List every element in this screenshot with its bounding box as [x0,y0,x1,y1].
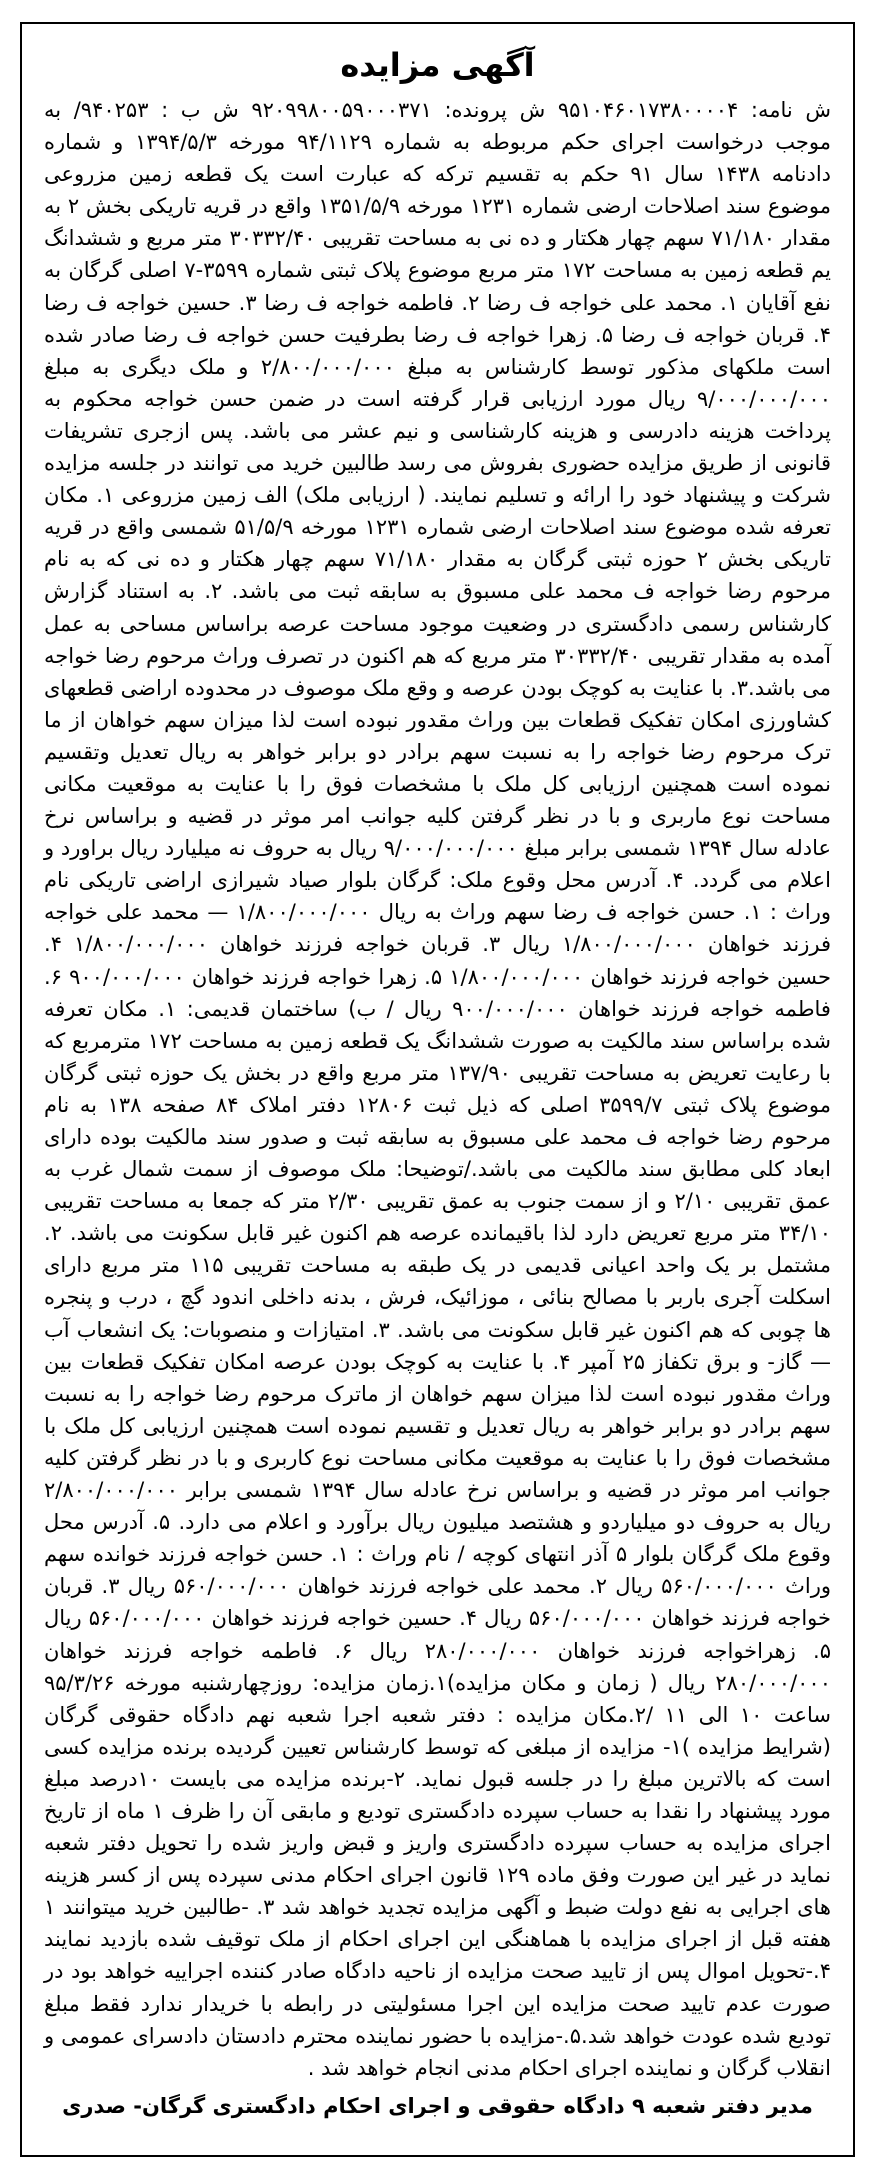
notice-title: آگهی مزایده [340,46,535,84]
notice-frame [20,22,855,2157]
notice-body: ش نامه: ۹۵۱۰۴۶۰۱۷۳۸۰۰۰۰۴ ش پرونده: ۹۲۰۹۹۸۰۰۵۹۰۰۰۳۷۱ ش ب : ۹۴۰۲۵۳/ به موجب درخواست اجرای حکم مربوطه به شماره ۹۴/۱۱۲۹ مورخه ۱۳۹۴/۵/۳ و شماره دادنامه ۱۴۳۸ سال ۹۱ حکم به تقسیم ترکه که عبارت است یک قطعه زمین مزروعی موضوع سند اصلاحات ارضی شماره ۱۲۳۱ مورخه ۱۳۵۱/۵/۹ واقع در قریه تاریکی بخش ۲ به مقدار ۷۱/۱۸۰ سهم چهار هکتار و ده نی به مساحت تقریبی ۳۰۳۳۲/۴۰ متر مربع و ششدانگ یم قطعه زمین به مساحت ۱۷۲ متر مربع موضوع پلاک ثبتی شماره ۳۵۹۹-۷ اصلی گرگان به نفع آقایان ۱. محمد علی خواجه ف رضا ۲. فاطمه خواجه ف رضا ۳. حسین خواجه ف رضا ۴. قربان خواجه ف رضا ۵. زهرا خواجه ف رضا بطرفیت حسن خواجه ف رضا صادر شده است ملکهای مذکور توسط کارشناس به مبلغ ۲/۸۰۰/۰۰۰/۰۰۰ و ملک دیگری به مبلغ ۹/۰۰۰/۰۰۰/۰۰۰ ریال مورد ارزیابی قرار گرفته است در ضمن حسن خواجه محکوم به پرداخت هزینه دادرسی و هزینه کارشناسی و نیم عشر می باشد. پس ازجری تشریفات قانونی از طریق مزایده حضوری بفروش می رسد طالبین خرید می توانند در جلسه مزایده شرکت و پیشنهاد خود را ارائه و تسلیم نمایند. ( ارزیابی ملک) الف زمین مزروعی ۱. مکان تعرفه شده موضوع سند اصلاحات ارضی شماره ۱۲۳۱ مورخه ۵۱/۵/۹ شمسی واقع در قریه تاریکی بخش ۲ حوزه ثبتی گرگان به مقدار ۷۱/۱۸۰ سهم چهار هکتار و ده نی که به نام مرحوم رضا خواجه ف محمد علی مسبوق به سابقه ثبت می باشد. ۲. به استناد گزارش کارشناس رسمی دادگستری در وضعیت موجود مساحت عرصه براساس مساحی به عمل آمده به مقدار تقریبی ۳۰۳۳۲/۴۰ متر مربع که هم اکنون در تصرف وراث مرحوم رضا خواجه می باشد.۳. با عنایت به کوچک بودن عرصه و وقع ملک موصوف در محدوده اراضی قطعهای کشاورزی امکان تفکیک قطعات بین وراث مقدور نبوده است لذا میزان سهم خواهان از ما ترک مرحوم رضا خواجه را به نسبت سهم برادر دو برابر خواهر به ریال تعدیل وتقسیم نموده است همچنین ارزیابی کل ملک با مشخصات فوق را با عنایت به موقعیت مکانی مساحت نوع ماربری و با در نظر گرفتن کلیه جوانب امر موثر در قضیه و براساس نرخ عادله سال ۱۳۹۴ شمسی برابر مبلغ ۹/۰۰۰/۰۰۰/۰۰۰ ریال به حروف نه میلیارد ریال براورد و اعلام می گردد. ۴. آدرس محل وقوع ملک: گرگان بلوار صیاد شیرازی اراضی تاریکی نام وراث : ۱. حسن خواجه ف رضا سهم وراث به ریال ۱/۸۰۰/۰۰۰/۰۰۰ — محمد علی خواجه فرزند خواهان ۱/۸۰۰/۰۰۰/۰۰۰ ریال ۳. قربان خواجه فرزند خواهان ۱/۸۰۰/۰۰۰/۰۰۰ ۴. حسین خواجه فرزند خواهان ۱/۸۰۰/۰۰۰/۰۰۰ ۵. زهرا خواجه فرزند خواهان ۹۰۰/۰۰۰/۰۰۰ ۶. فاطمه خواجه فرزند خواهان ۹۰۰/۰۰۰/۰۰۰ ریال / ب) ساختمان قدیمی: ۱. مکان تعرفه شده براساس سند مالکیت به صورت ششدانگ یک قطعه زمین به مساحت ۱۷۲ مترمربع که با رعایت تعریض به مساحت تقریبی ۱۳۷/۹۰ متر مربع واقع در بخش یک حوزه ثبتی گرگان موضوع پلاک ثبتی ۳۵۹۹/۷ اصلی که ذیل ثبت ۱۲۸۰۶ دفتر املاک ۸۴ صفحه ۱۳۸ به نام مرحوم رضا خواجه ف محمد علی مسبوق به سابقه ثبت و صدور سند مالکیت بوده دارای ابعاد کلی مطابق سند مالکیت می باشد./توضیحا: ملک موصوف از سمت شمال غرب به عمق تقریبی ۲/۱۰ و از سمت جنوب به عمق تقریبی ۲/۳۰ متر که جمعا به مساحت تقریبی ۳۴/۱۰ متر مربع تعریض دارد لذا باقیمانده عرصه هم اکنون غیر قابل سکونت می باشد. ۲. مشتمل بر یک واحد اعیانی قدیمی در یک طبقه به مساحت تقریبی ۱۱۵ متر مربع دارای اسکلت آجری باربر با مصالح بنائی ، موزائیک، فرش ، بدنه داخلی اندود گچ ، درب و پنجره ها چوبی که هم اکنون غیر قابل سکونت می باشد. ۳. امتیازات و منصوبات: یک انشعاب آب — گاز- و برق تکفاز ۲۵ آمپر ۴. با عنایت به کوچک بودن عرصه امکان تفکیک قطعات بین وراث مقدور نبوده است لذا میزان سهم خواهان از ماترک مرحوم رضا خواجه را به نسبت سهم برادر دو برابر خواهر به ریال تعدیل و تقسیم نموده است همچنین ارزیابی کل ملک با مشخصات فوق را با عنایت به موقعیت مکانی مساحت نوع کاربری و با در نظر گرفتن کلیه جوانب امر موثر در قضیه و براساس نرخ عادله سال ۱۳۹۴ شمسی برابر ۲/۸۰۰/۰۰۰/۰۰۰ ریال به حروف دو میلیاردو و هشتصد میلیون ریال برآورد و اعلام می دارد. ۵. آدرس محل وقوع ملک گرگان بلوار ۵ آذر انتهای کوچه / نام وراث : ۱. حسن خواجه فرزند خوانده سهم وراث ۵۶۰/۰۰۰/۰۰۰ ریال ۲. محمد علی خواجه فرزند خواهان ۵۶۰/۰۰۰/۰۰۰ ریال ۳. قربان خواجه فرزند خواهان ۵۶۰/۰۰۰/۰۰۰ ریال ۴. حسین خواجه فرزند خواهان ۵۶۰/۰۰۰/۰۰۰ ریال ۵. زهراخواجه فرزند خواهان ۲۸۰/۰۰۰/۰۰۰ ریال ۶. فاطمه خواجه فرزند خواهان ۲۸۰/۰۰۰/۰۰۰ ریال ( زمان و مکان مزایده)۱.زمان مزایده: روزچهارشنبه مورخه ۹۵/۳/۲۶ ساعت ۱۰ الی ۱۱ /۲.مکان مزایده : دفتر شعبه اجرا شعبه نهم دادگاه حقوقی گرگان (شرایط مزایده )۱- مزایده از مبلغی که توسط کارشناس تعیین گردیده برنده مزایده کسی است که بالاترین مبلغ را در جلسه قبول نماید. ۲-برنده مزایده می بایست ۱۰درصد مبلغ مورد پیشنهاد را نقدا به حساب سپرده دادگستری تودیع و مابقی آن را ظرف ۱ ماه از تاریخ اجرای مزایده به حساب سپرده دادگستری واریز و قبض واریز شده را تحویل دفتر شعبه نماید در غیر این صورت وفق ماده ۱۲۹ قانون اجرای احکام مدنی سپرده پس از کسر هزینه های اجرایی به نفع دولت ضبط و آگهی مزایده تجدید خواهد شد ۳. -طالبین خرید میتوانند ۱ هفته قبل از اجرای مزایده با هماهنگی این اجرای احکام از ملک توقیف شده بازدید نمایند ۴.-تحویل اموال پس از تایید صحت مزایده از ناحیه دادگاه صادر کننده اجراییه خواهد بود در صورت عدم تایید صحت مزایده این اجرا مسئولیتی در رابطه با خریدار ندارد فقط مبلغ تودیع شده عودت خواهد شد.۵.-مزایده با حضور نماینده محترم دادستان دادسرای عمومی و انقلاب گرگان و نماینده اجرای احکام مدنی انجام خواهد شد . [44,98,832,2080]
notice-signature: مدیر دفتر شعبه ۹ دادگاه حقوقی و اجرای احکام دادگستری گرگان- صدری [62,2093,813,2118]
